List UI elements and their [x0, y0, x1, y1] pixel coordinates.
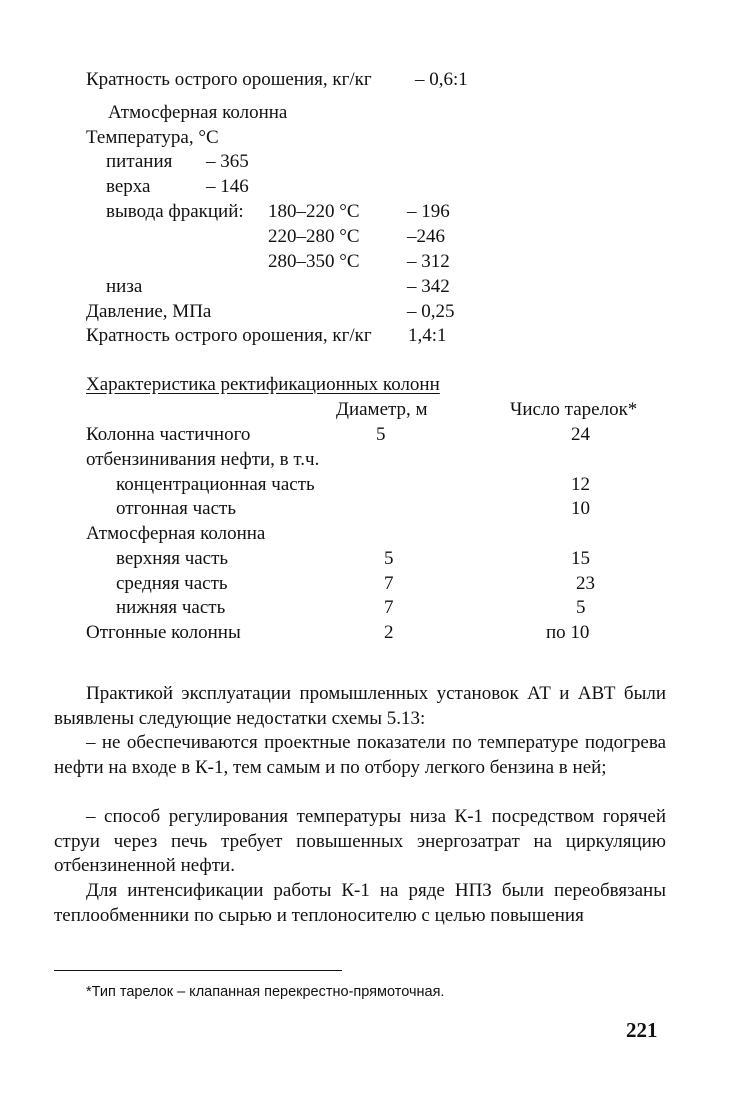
table-row-name: концентрационная часть: [116, 474, 315, 495]
paragraph: Для интенсификации работы К-1 на ряде НПЗ были переобвязаны теплообменники по сырью и теплоносителю с целью повышения: [54, 880, 666, 926]
plates-header: Число тарелок*: [510, 399, 638, 420]
table-row-diameter: 5: [376, 424, 386, 445]
footnote: *Тип тарелок – клапанная перекрестно-прямоточная.: [86, 984, 445, 1000]
table-row-plates: 12: [571, 474, 590, 495]
table-row-name: нижняя часть: [116, 597, 226, 618]
table-row-diameter: 7: [384, 597, 394, 618]
table-row-plates: 15: [571, 548, 590, 569]
table-row-name: отбензинивания нефти, в т.ч.: [86, 449, 320, 470]
reflux-value: 1,4:1: [408, 325, 447, 346]
fraction-value: –246: [407, 226, 445, 247]
table-row-plates: 23: [576, 573, 595, 594]
table-row-name: отгонная часть: [116, 498, 237, 519]
table-row-plates: по 10: [546, 622, 590, 643]
table-row-plates: 5: [576, 597, 586, 618]
diameter-header: Диаметр, м: [336, 399, 428, 420]
pressure-value: – 0,25: [407, 301, 455, 322]
fraction-range: 280–350 °С: [268, 251, 360, 272]
pressure-label: Давление, МПа: [86, 301, 212, 322]
feed-label: питания: [106, 151, 173, 172]
table-row-plates: 10: [571, 498, 590, 519]
draw-label: вывода фракций:: [106, 201, 244, 222]
paragraph: – не обеспечиваются проектные показатели по температуре подогрева нефти на входе в К-1, тем самым и по отбору легкого бензина в ней;: [54, 732, 666, 778]
fraction-value: – 312: [407, 251, 450, 272]
fraction-range: 220–280 °С: [268, 226, 360, 247]
bottom-value: – 342: [407, 276, 450, 297]
columns-title: Характеристика ректификационных колонн: [86, 374, 440, 395]
reflux-label: Кратность острого орошения, кг/кг: [86, 325, 372, 346]
page-number: 221: [626, 1018, 658, 1042]
fraction-range: 180–220 °С: [268, 201, 360, 222]
table-row-name: Атмосферная колонна: [86, 523, 266, 544]
table-row-diameter: 7: [384, 573, 394, 594]
top-value: – 146: [206, 176, 249, 197]
top-reflux-label: Кратность острого орошения, кг/кг: [86, 69, 372, 90]
table-row-name: Отгонные колонны: [86, 622, 241, 643]
table-row-diameter: 2: [384, 622, 394, 643]
footnote-divider: [54, 970, 342, 971]
feed-value: – 365: [206, 151, 249, 172]
top-reflux-value: – 0,6:1: [415, 69, 468, 90]
paragraph: – способ регулирования температуры низа К-1 посредством горячей струи через печь требует повышенных энергозатрат на циркуляцию отбензиненной нефти.: [54, 806, 666, 877]
bottom-label: низа: [106, 276, 143, 297]
table-row-name: верхняя часть: [116, 548, 229, 569]
temp-label: Температура, °С: [86, 127, 219, 148]
fraction-value: – 196: [407, 201, 450, 222]
top-label: верха: [106, 176, 151, 197]
paragraph: Практикой эксплуатации промышленных установок АТ и АВТ были выявлены следующие недостатки схемы 5.13:: [54, 683, 666, 729]
table-row-diameter: 5: [384, 548, 394, 569]
table-row-name: Колонна частичного: [86, 424, 251, 445]
table-row-name: средняя часть: [116, 573, 228, 594]
table-row-plates: 24: [571, 424, 590, 445]
atm-heading: Атмосферная колонна: [108, 102, 288, 123]
